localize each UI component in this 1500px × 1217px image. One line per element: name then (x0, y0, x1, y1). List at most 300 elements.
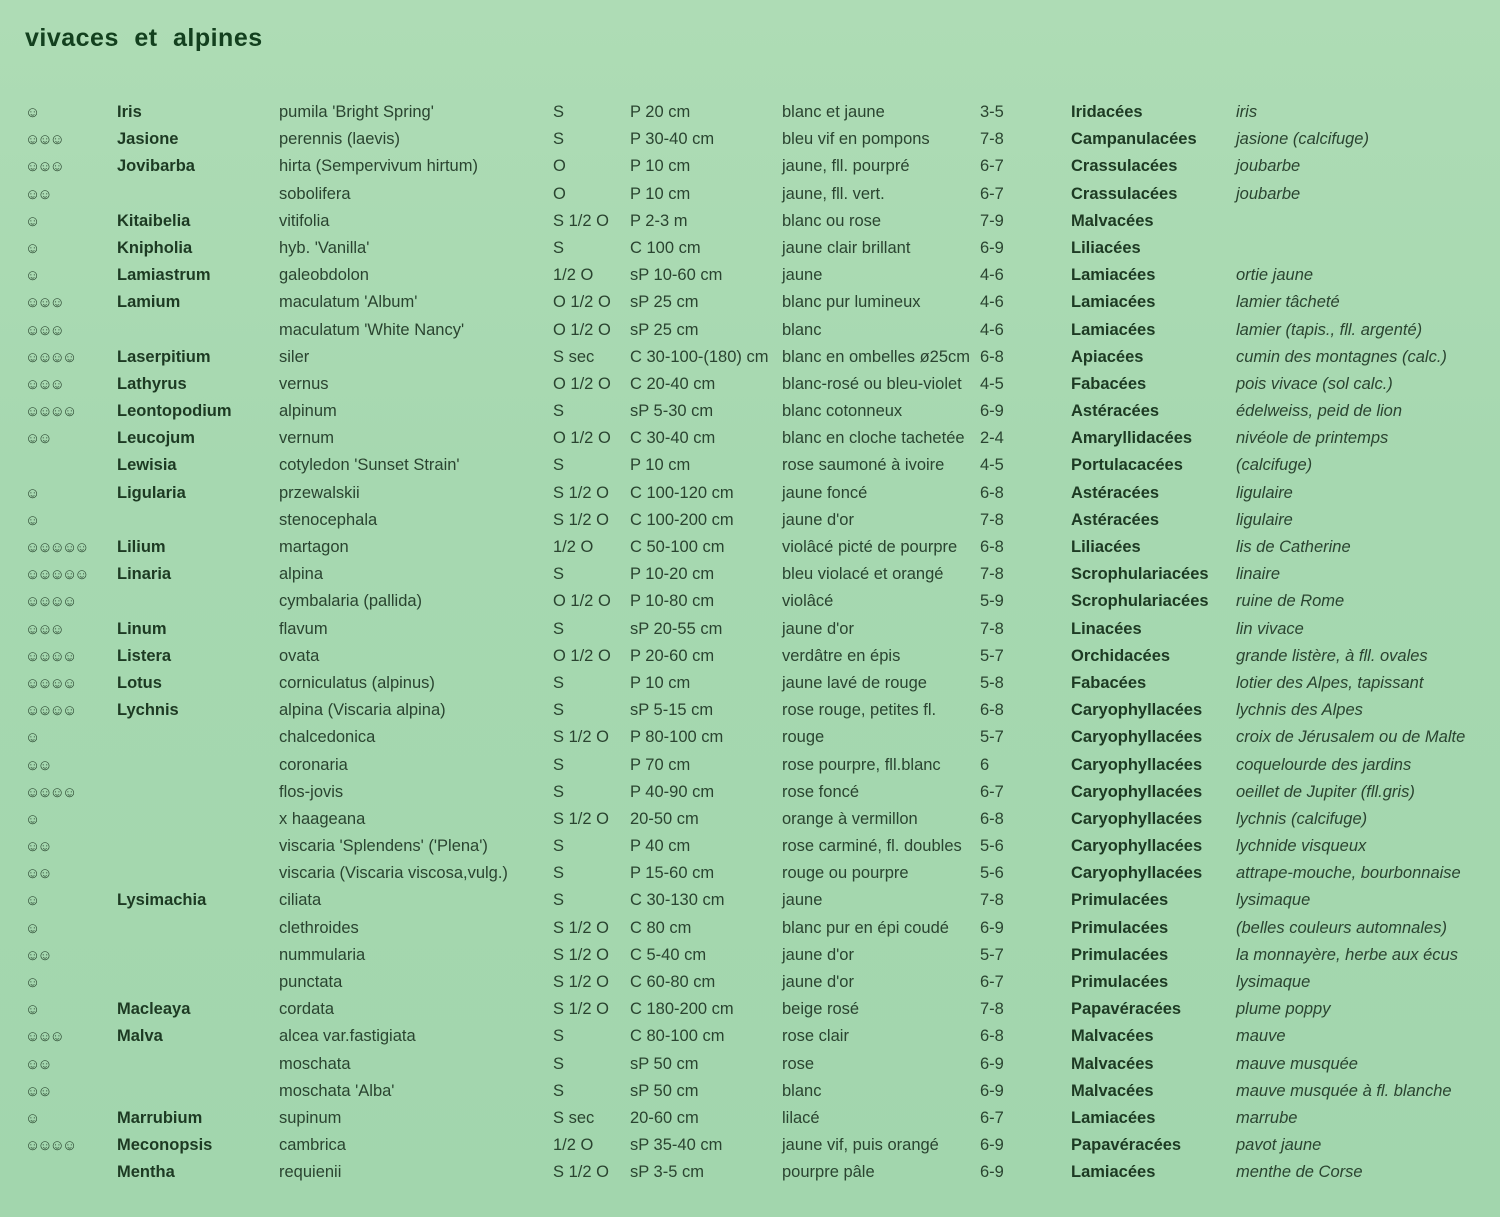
hardiness-icon: ☺☺ (25, 865, 50, 883)
months-cell: 7-8 (980, 565, 1004, 584)
common-name-cell: lychnis des Alpes (1236, 701, 1363, 720)
height-cell: sP 25 cm (630, 293, 699, 312)
hardiness-icon: ☺☺ (25, 838, 50, 856)
description-cell: jaune, fll. vert. (782, 184, 885, 203)
height-cell: sP 25 cm (630, 320, 699, 339)
species-cell: ovata (279, 646, 320, 665)
common-name-cell: ortie jaune (1236, 266, 1314, 285)
family-cell: Apiacées (1071, 347, 1144, 366)
exposure-cell: S 1/2 O (553, 483, 609, 502)
hardiness-icon: ☺☺☺☺ (25, 647, 75, 665)
exposure-cell: S (553, 456, 565, 475)
height-cell: P 70 cm (630, 755, 691, 774)
hardiness-icon: ☺ (25, 239, 38, 257)
family-cell: Portulacacées (1071, 456, 1183, 475)
description-cell: jaune d'or (782, 973, 854, 991)
family-cell: Lamiacées (1071, 266, 1156, 285)
species-cell: alpinum (279, 402, 337, 421)
height-cell: C 60-80 cm (630, 973, 716, 991)
hardiness-icon: ☺☺☺ (25, 131, 62, 149)
genus-cell: Meconopsis (117, 1136, 213, 1155)
genus-cell: Mentha (117, 1163, 175, 1182)
family-cell: Caryophyllacées (1071, 701, 1203, 720)
exposure-cell: S 1/2 O (553, 1163, 609, 1182)
species-cell: stenocephala (279, 510, 378, 529)
exposure-cell: S (553, 565, 565, 584)
common-name-cell: grande listère, à fll. ovales (1236, 646, 1428, 665)
exposure-cell: S (553, 1054, 565, 1073)
table-row (0, 344, 1500, 371)
genus-cell: Linum (117, 619, 167, 638)
exposure-cell: O 1/2 O (553, 293, 611, 312)
family-cell: Lamiacées (1071, 1108, 1156, 1127)
species-cell: clethroides (279, 918, 359, 937)
description-cell: rose saumoné à ivoire (782, 456, 945, 475)
height-cell: P 10 cm (630, 184, 691, 203)
table-row (0, 181, 1500, 208)
table-row (0, 99, 1500, 126)
months-cell: 6-8 (980, 809, 1004, 828)
hardiness-icon: ☺ (25, 511, 38, 529)
description-cell: rose rouge, petites fl. (782, 701, 937, 720)
months-cell: 5-9 (980, 592, 1004, 611)
common-name-cell: jasione (calcifuge) (1236, 130, 1369, 149)
family-cell: Linacées (1071, 619, 1142, 638)
height-cell: C 80 cm (630, 918, 692, 937)
species-cell: moschata 'Alba' (279, 1081, 395, 1100)
exposure-cell: S sec (553, 347, 595, 366)
hardiness-icon: ☺ (25, 919, 38, 937)
species-cell: flos-jovis (279, 782, 344, 801)
common-name-cell: nivéole de printemps (1236, 429, 1389, 448)
common-name-cell: joubarbe (1236, 184, 1301, 203)
species-cell: cordata (279, 1000, 335, 1019)
genus-cell: Malva (117, 1027, 163, 1046)
months-cell: 5-7 (980, 728, 1004, 747)
family-cell: Caryophyllacées (1071, 755, 1203, 774)
height-cell: P 15-60 cm (630, 864, 715, 883)
height-cell: P 20-60 cm (630, 646, 715, 665)
description-cell: jaune foncé (782, 483, 868, 502)
table-row (0, 262, 1500, 289)
months-cell: 5-6 (980, 864, 1004, 883)
height-cell: C 100-120 cm (630, 483, 734, 502)
common-name-cell: lotier des Alpes, tapissant (1236, 673, 1424, 692)
species-cell: perennis (laevis) (279, 130, 401, 149)
exposure-cell: S sec (553, 1108, 595, 1127)
family-cell: Papavéracées (1071, 1136, 1182, 1155)
hardiness-icon: ☺☺☺ (25, 294, 62, 312)
species-cell: nummularia (279, 945, 366, 964)
genus-cell: Macleaya (117, 1000, 191, 1019)
months-cell: 7-8 (980, 619, 1004, 638)
species-cell: coronaria (279, 755, 348, 774)
height-cell: sP 5-15 cm (630, 701, 714, 720)
months-cell: 6-7 (980, 782, 1004, 801)
common-name-cell: lysimaque (1236, 891, 1311, 910)
species-cell: maculatum 'Album' (279, 293, 418, 312)
months-cell: 2-4 (980, 429, 1004, 448)
description-cell: rose clair (782, 1027, 849, 1046)
description-cell: blanc en cloche tachetée (782, 429, 965, 448)
description-cell: jaune d'or (782, 510, 854, 529)
description-cell: jaune, fll. pourpré (782, 157, 910, 176)
height-cell: C 30-100-(180) cm (630, 347, 769, 366)
months-cell: 7-9 (980, 211, 1004, 230)
description-cell: jaune vif, puis orangé (782, 1136, 939, 1155)
description-cell: blanc (782, 1081, 822, 1100)
height-cell: sP 35-40 cm (630, 1136, 723, 1155)
table-row (0, 1023, 1500, 1050)
table-row (0, 643, 1500, 670)
height-cell: P 10 cm (630, 456, 691, 475)
table-row (0, 779, 1500, 806)
description-cell: beige rosé (782, 1000, 860, 1019)
family-cell: Fabacées (1071, 374, 1147, 393)
months-cell: 6-8 (980, 1027, 1004, 1046)
height-cell: sP 50 cm (630, 1054, 699, 1073)
species-cell: alcea var.fastigiata (279, 1027, 416, 1046)
genus-cell: Leucojum (117, 429, 195, 448)
description-cell: rose foncé (782, 782, 860, 801)
description-cell: blanc en ombelles ø25cm (782, 347, 971, 366)
common-name-cell: (calcifuge) (1236, 456, 1313, 475)
table-row (0, 1051, 1500, 1078)
family-cell: Astéracées (1071, 510, 1160, 529)
genus-cell: Lotus (117, 673, 162, 692)
table-row (0, 425, 1500, 452)
exposure-cell: S (553, 891, 565, 910)
hardiness-icon: ☺ (25, 1001, 38, 1019)
hardiness-icon: ☺ (25, 810, 38, 828)
hardiness-icon: ☺☺ (25, 185, 50, 203)
height-cell: sP 3-5 cm (630, 1163, 704, 1182)
exposure-cell: S (553, 701, 565, 720)
exposure-cell: O 1/2 O (553, 429, 611, 448)
species-cell: supinum (279, 1108, 342, 1127)
common-name-cell: mauve musquée (1236, 1054, 1358, 1073)
description-cell: jaune clair brillant (782, 238, 911, 257)
common-name-cell: édelweiss, peid de lion (1236, 402, 1403, 421)
exposure-cell: O (553, 157, 566, 176)
height-cell: P 10 cm (630, 673, 691, 692)
exposure-cell: S (553, 130, 565, 149)
months-cell: 5-7 (980, 646, 1004, 665)
species-cell: ciliata (279, 891, 322, 910)
common-name-cell: coquelourde des jardins (1236, 755, 1412, 774)
table-row (0, 616, 1500, 643)
description-cell: lilacé (782, 1108, 820, 1127)
description-cell: blanc ou rose (782, 211, 882, 230)
common-name-cell: lamier tâcheté (1236, 293, 1340, 312)
months-cell: 6-7 (980, 157, 1004, 176)
species-cell: x haageana (279, 809, 366, 828)
plant-table (0, 99, 1500, 1187)
family-cell: Orchidacées (1071, 646, 1171, 665)
height-cell: 20-50 cm (630, 809, 699, 828)
table-row (0, 697, 1500, 724)
family-cell: Liliacées (1071, 538, 1141, 556)
exposure-cell: S (553, 238, 565, 257)
family-cell: Crassulacées (1071, 157, 1178, 176)
family-cell: Fabacées (1071, 673, 1147, 692)
table-row (0, 588, 1500, 615)
height-cell: P 40-90 cm (630, 782, 715, 801)
months-cell: 6-8 (980, 701, 1004, 720)
exposure-cell: S 1/2 O (553, 918, 609, 937)
table-row (0, 398, 1500, 425)
genus-cell: Lamium (117, 293, 181, 312)
height-cell: C 100 cm (630, 238, 701, 257)
description-cell: violâcé picté de pourpre (782, 538, 958, 556)
exposure-cell: 1/2 O (553, 538, 594, 556)
table-row (0, 153, 1500, 180)
common-name-cell: mauve (1236, 1027, 1286, 1046)
genus-cell: Lilium (117, 538, 166, 556)
common-name-cell: joubarbe (1236, 157, 1301, 176)
description-cell: orange à vermillon (782, 809, 918, 828)
hardiness-icon: ☺☺ (25, 430, 50, 448)
months-cell: 4-5 (980, 374, 1004, 393)
common-name-cell: marrube (1236, 1108, 1298, 1127)
hardiness-icon: ☺☺☺ (25, 1028, 62, 1046)
hardiness-icon: ☺☺☺☺ (25, 593, 75, 611)
hardiness-icon: ☺☺☺☺ (25, 348, 75, 366)
species-cell: cambrica (279, 1136, 346, 1155)
family-cell: Lamiacées (1071, 320, 1156, 339)
genus-cell: Laserpitium (117, 347, 211, 366)
hardiness-icon: ☺ (25, 974, 38, 991)
months-cell: 6-7 (980, 1108, 1004, 1127)
description-cell: rose carminé, fl. doubles (782, 837, 962, 856)
common-name-cell: lin vivace (1236, 619, 1304, 638)
description-cell: violâcé (782, 592, 834, 611)
exposure-cell: O 1/2 O (553, 646, 611, 665)
genus-cell: Lathyrus (117, 374, 187, 393)
common-name-cell: lis de Catherine (1236, 538, 1351, 556)
family-cell: Lamiacées (1071, 1163, 1156, 1182)
hardiness-icon: ☺☺☺☺ (25, 702, 75, 720)
family-cell: Astéracées (1071, 402, 1160, 421)
species-cell: viscaria 'Splendens' ('Plena') (279, 837, 488, 856)
table-row (0, 969, 1500, 996)
description-cell: blanc (782, 320, 822, 339)
months-cell: 4-6 (980, 293, 1004, 312)
months-cell: 6-9 (980, 402, 1004, 421)
hardiness-icon: ☺☺☺☺ (25, 674, 75, 692)
table-row (0, 480, 1500, 507)
genus-cell: Ligularia (117, 483, 186, 502)
months-cell: 4-5 (980, 456, 1004, 475)
genus-cell: Linaria (117, 565, 172, 584)
months-cell: 6-7 (980, 973, 1004, 991)
height-cell: sP 20-55 cm (630, 619, 723, 638)
hardiness-icon: ☺☺ (25, 1082, 50, 1100)
hardiness-icon: ☺☺☺ (25, 158, 62, 176)
species-cell: corniculatus (alpinus) (279, 673, 435, 692)
table-row (0, 561, 1500, 588)
hardiness-icon: ☺☺☺ (25, 321, 62, 339)
hardiness-icon: ☺☺☺☺ (25, 1137, 75, 1155)
months-cell: 6-8 (980, 347, 1004, 366)
description-cell: rose (782, 1054, 815, 1073)
table-row (0, 942, 1500, 969)
height-cell: C 30-40 cm (630, 429, 716, 448)
family-cell: Primulacées (1071, 891, 1169, 910)
family-cell: Malvacées (1071, 1027, 1154, 1046)
table-row (0, 1105, 1500, 1132)
genus-cell: Leontopodium (117, 402, 232, 421)
description-cell: jaune lavé de rouge (782, 673, 927, 692)
family-cell: Caryophyllacées (1071, 837, 1203, 856)
table-row (0, 371, 1500, 398)
exposure-cell: S 1/2 O (553, 1000, 609, 1019)
months-cell: 6-8 (980, 538, 1004, 556)
height-cell: P 10-20 cm (630, 565, 715, 584)
table-row (0, 915, 1500, 942)
description-cell: blanc cotonneux (782, 402, 903, 421)
height-cell: C 100-200 cm (630, 510, 734, 529)
common-name-cell: mauve musquée à fl. blanche (1236, 1081, 1452, 1100)
exposure-cell: 1/2 O (553, 1136, 594, 1155)
species-cell: vitifolia (279, 211, 330, 230)
family-cell: Primulacées (1071, 918, 1169, 937)
hardiness-icon: ☺☺ (25, 756, 50, 774)
table-row (0, 208, 1500, 235)
table-row (0, 317, 1500, 344)
description-cell: jaune (782, 891, 823, 910)
family-cell: Amaryllidacées (1071, 429, 1193, 448)
table-row (0, 507, 1500, 534)
exposure-cell: S 1/2 O (553, 973, 609, 991)
common-name-cell: pavot jaune (1236, 1136, 1322, 1155)
height-cell: P 30-40 cm (630, 130, 715, 149)
species-cell: chalcedonica (279, 728, 376, 747)
species-cell: alpina (Viscaria alpina) (279, 701, 446, 720)
species-cell: martagon (279, 538, 349, 556)
exposure-cell: S (553, 673, 565, 692)
exposure-cell: O 1/2 O (553, 592, 611, 611)
species-cell: pumila 'Bright Spring' (279, 103, 434, 121)
common-name-cell: croix de Jérusalem ou de Malte (1236, 728, 1466, 747)
months-cell: 5-7 (980, 945, 1004, 964)
description-cell: rouge (782, 728, 825, 747)
genus-cell: Kitaibelia (117, 211, 191, 230)
months-cell: 7-8 (980, 891, 1004, 910)
hardiness-icon: ☺ (25, 484, 38, 502)
exposure-cell: S 1/2 O (553, 510, 609, 529)
months-cell: 7-8 (980, 510, 1004, 529)
months-cell: 6 (980, 755, 990, 774)
table-row (0, 860, 1500, 887)
hardiness-icon: ☺☺☺☺☺ (25, 539, 87, 556)
genus-cell: Lewisia (117, 456, 177, 475)
exposure-cell: S (553, 864, 565, 883)
family-cell: Primulacées (1071, 945, 1169, 964)
species-cell: maculatum 'White Nancy' (279, 320, 465, 339)
months-cell: 6-9 (980, 238, 1004, 257)
exposure-cell: 1/2 O (553, 266, 594, 285)
exposure-cell: S (553, 755, 565, 774)
hardiness-icon: ☺☺☺☺☺ (25, 566, 87, 584)
species-cell: punctata (279, 973, 343, 991)
genus-cell: Iris (117, 103, 142, 121)
common-name-cell: iris (1236, 103, 1258, 121)
table-row (0, 1159, 1500, 1186)
exposure-cell: O (553, 184, 566, 203)
hardiness-icon: ☺☺☺ (25, 375, 62, 393)
months-cell: 7-8 (980, 130, 1004, 149)
hardiness-icon: ☺ (25, 1109, 38, 1127)
species-cell: requienii (279, 1163, 342, 1182)
table-row (0, 126, 1500, 153)
hardiness-icon: ☺☺ (25, 946, 50, 964)
table-row (0, 235, 1500, 262)
species-cell: sobolifera (279, 184, 351, 203)
table-row (0, 670, 1500, 697)
description-cell: rouge ou pourpre (782, 864, 909, 883)
common-name-cell: la monnayère, herbe aux écus (1236, 945, 1458, 964)
months-cell: 5-6 (980, 837, 1004, 856)
species-cell: vernum (279, 429, 335, 448)
exposure-cell: S 1/2 O (553, 211, 609, 230)
description-cell: blanc pur en épi coudé (782, 918, 949, 937)
family-cell: Malvacées (1071, 1081, 1154, 1100)
description-cell: jaune d'or (782, 945, 854, 964)
common-name-cell: pois vivace (sol calc.) (1236, 374, 1393, 393)
species-cell: galeobdolon (279, 266, 369, 285)
hardiness-icon: ☺ (25, 729, 38, 747)
height-cell: sP 5-30 cm (630, 402, 714, 421)
exposure-cell: S (553, 782, 565, 801)
species-cell: hyb. 'Vanilla' (279, 238, 370, 257)
species-cell: moschata (279, 1054, 351, 1073)
common-name-cell: lamier (tapis., fll. argenté) (1236, 320, 1423, 339)
height-cell: P 2-3 m (630, 211, 688, 230)
exposure-cell: S (553, 1027, 565, 1046)
months-cell: 6-8 (980, 483, 1004, 502)
genus-cell: Jasione (117, 130, 179, 149)
table-row (0, 289, 1500, 316)
species-cell: viscaria (Viscaria viscosa,vulg.) (279, 864, 508, 883)
table-row (0, 724, 1500, 751)
months-cell: 6-7 (980, 184, 1004, 203)
exposure-cell: O 1/2 O (553, 320, 611, 339)
family-cell: Scrophulariacées (1071, 592, 1209, 611)
height-cell: sP 10-60 cm (630, 266, 723, 285)
genus-cell: Lysimachia (117, 891, 207, 910)
description-cell: bleu violacé et orangé (782, 565, 944, 584)
height-cell: P 40 cm (630, 837, 691, 856)
height-cell: P 10 cm (630, 157, 691, 176)
description-cell: verdâtre en épis (782, 646, 901, 665)
table-row (0, 887, 1500, 914)
family-cell: Papavéracées (1071, 1000, 1182, 1019)
table-row (0, 806, 1500, 833)
species-cell: siler (279, 347, 310, 366)
common-name-cell: (belles couleurs automnales) (1236, 918, 1447, 937)
genus-cell: Lamiastrum (117, 266, 211, 285)
common-name-cell: ruine de Rome (1236, 592, 1345, 611)
family-cell: Caryophyllacées (1071, 864, 1203, 883)
exposure-cell: S (553, 1081, 565, 1100)
family-cell: Campanulacées (1071, 130, 1197, 149)
common-name-cell: linaire (1236, 565, 1281, 584)
common-name-cell: lysimaque (1236, 973, 1311, 991)
table-row (0, 1132, 1500, 1159)
species-cell: hirta (Sempervivum hirtum) (279, 157, 478, 176)
table-row (0, 452, 1500, 479)
